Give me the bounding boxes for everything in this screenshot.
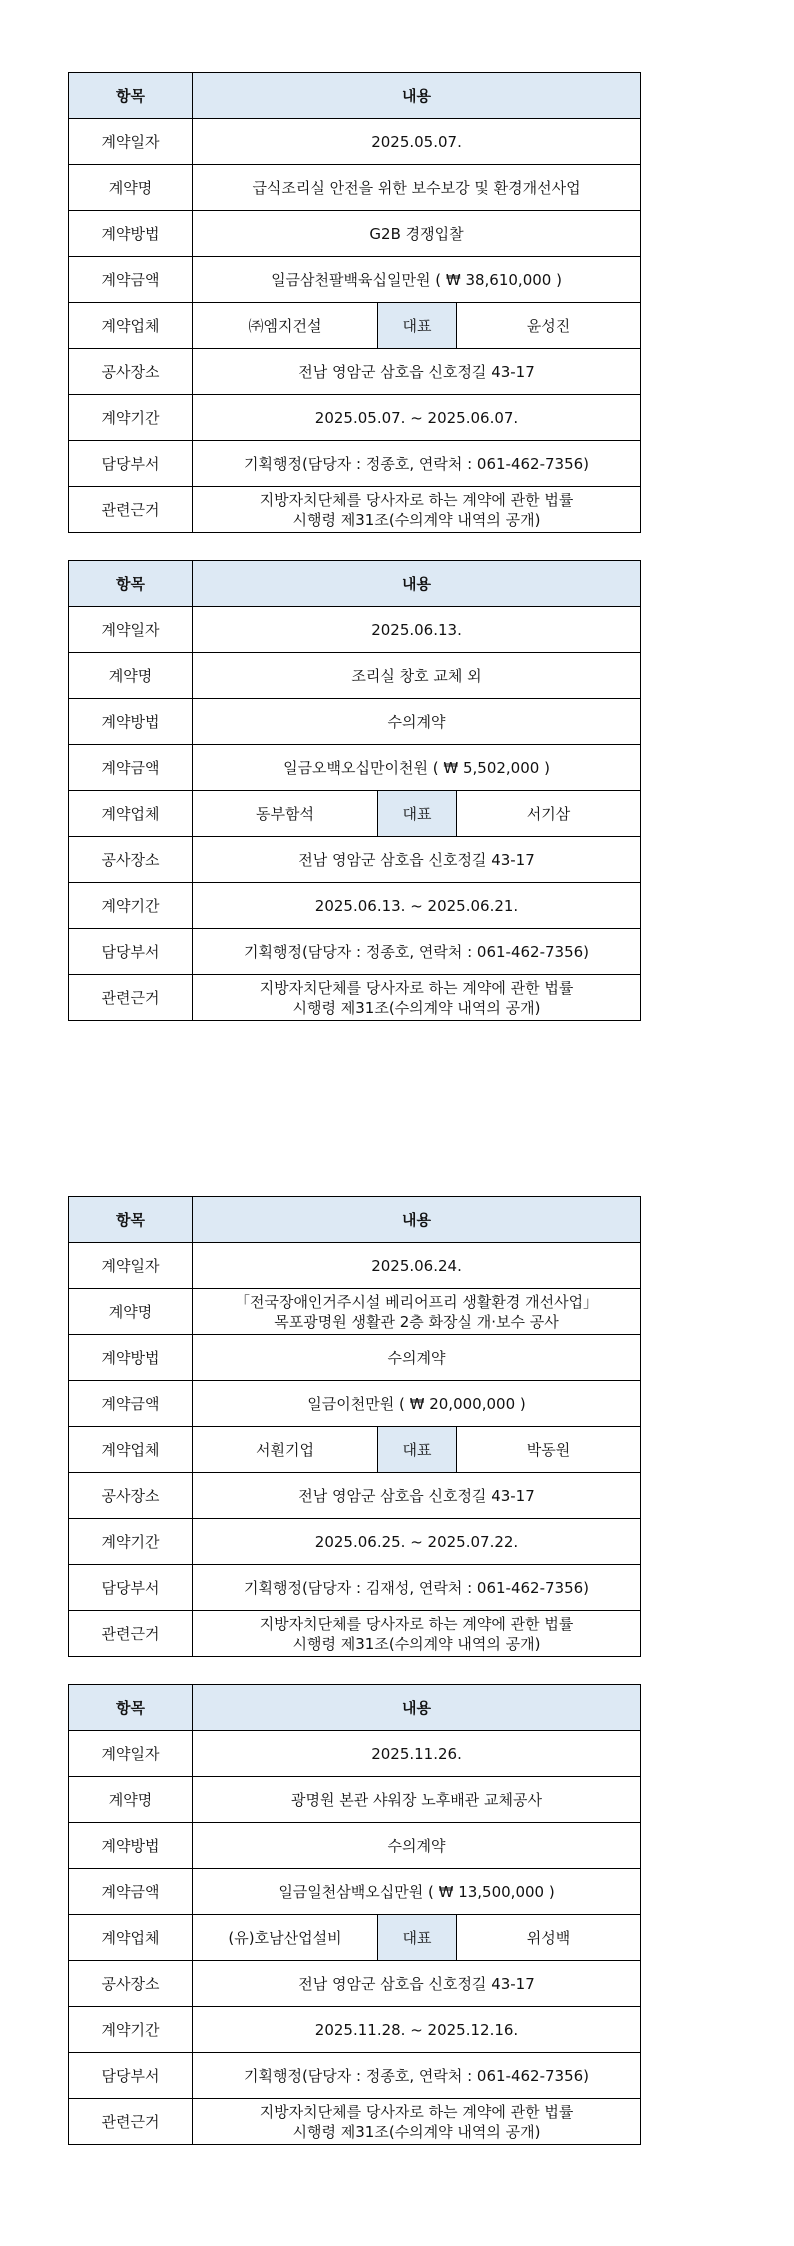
header-row bbox=[69, 1197, 641, 1243]
contract-table-4 bbox=[68, 1684, 641, 2145]
row-dept bbox=[69, 929, 641, 975]
label-period: 계약기간 bbox=[69, 395, 193, 441]
label-site: 공사장소 bbox=[69, 349, 193, 395]
label-site: 공사장소 bbox=[69, 1961, 193, 2007]
label-site: 공사장소 bbox=[69, 1473, 193, 1519]
header-row bbox=[69, 73, 641, 119]
value-amount: 일금오백오십만이천원 ( ₩ 5,502,000 ) bbox=[193, 745, 641, 791]
label-date: 계약일자 bbox=[69, 119, 193, 165]
value-date: 2025.11.26. bbox=[193, 1731, 641, 1777]
value-rep: 위성백 bbox=[457, 1915, 641, 1961]
label-rep: 대표 bbox=[378, 1427, 457, 1473]
label-name: 계약명 bbox=[69, 165, 193, 211]
value-basis bbox=[193, 1611, 641, 1657]
value-company: (유)호남산업설비 bbox=[193, 1915, 378, 1961]
label-basis: 관련근거 bbox=[69, 2099, 193, 2145]
value-method: 수의계약 bbox=[193, 1823, 641, 1869]
row-basis bbox=[69, 975, 641, 1021]
label-dept: 담당부서 bbox=[69, 2053, 193, 2099]
label-method: 계약방법 bbox=[69, 211, 193, 257]
header-content: 내용 bbox=[193, 1685, 641, 1731]
row-date bbox=[69, 607, 641, 653]
row-basis bbox=[69, 487, 641, 533]
value-rep: 윤성진 bbox=[457, 303, 641, 349]
label-dept: 담당부서 bbox=[69, 1565, 193, 1611]
value-company: 동부함석 bbox=[193, 791, 378, 837]
header-item: 항목 bbox=[69, 561, 193, 607]
row-site bbox=[69, 349, 641, 395]
label-company: 계약업체 bbox=[69, 1915, 193, 1961]
value-name bbox=[193, 1777, 641, 1823]
row-date bbox=[69, 1243, 641, 1289]
row-amount bbox=[69, 1381, 641, 1427]
label-company: 계약업체 bbox=[69, 1427, 193, 1473]
text-line: 광명원 본관 샤워장 노후배관 교체공사 bbox=[291, 1790, 542, 1809]
label-name: 계약명 bbox=[69, 1777, 193, 1823]
header-item: 항목 bbox=[69, 1685, 193, 1731]
value-dept: 기획행정(담당자 : 김재성, 연락처 : 061-462-7356) bbox=[193, 1565, 641, 1611]
label-name: 계약명 bbox=[69, 653, 193, 699]
value-period: 2025.05.07. ~ 2025.06.07. bbox=[193, 395, 641, 441]
text-line: 지방자치단체를 당사자로 하는 계약에 관한 법률 bbox=[259, 1614, 574, 1633]
text-line: 시행령 제31조(수의계약 내역의 공개) bbox=[292, 1634, 541, 1653]
text-line: 조리실 창호 교체 외 bbox=[351, 666, 482, 685]
row-period bbox=[69, 2007, 641, 2053]
header-item: 항목 bbox=[69, 1197, 193, 1243]
row-date bbox=[69, 119, 641, 165]
label-period: 계약기간 bbox=[69, 2007, 193, 2053]
text-line: 시행령 제31조(수의계약 내역의 공개) bbox=[292, 998, 541, 1017]
label-site: 공사장소 bbox=[69, 837, 193, 883]
row-site bbox=[69, 1473, 641, 1519]
label-rep: 대표 bbox=[378, 303, 457, 349]
label-basis: 관련근거 bbox=[69, 1611, 193, 1657]
value-rep: 서기삼 bbox=[457, 791, 641, 837]
row-dept bbox=[69, 441, 641, 487]
text-line: 지방자치단체를 당사자로 하는 계약에 관한 법률 bbox=[259, 490, 574, 509]
label-date: 계약일자 bbox=[69, 1731, 193, 1777]
header-row bbox=[69, 561, 641, 607]
label-basis: 관련근거 bbox=[69, 975, 193, 1021]
label-period: 계약기간 bbox=[69, 1519, 193, 1565]
value-name bbox=[193, 1289, 641, 1335]
label-company: 계약업체 bbox=[69, 303, 193, 349]
row-method bbox=[69, 1335, 641, 1381]
label-amount: 계약금액 bbox=[69, 1869, 193, 1915]
value-date: 2025.06.24. bbox=[193, 1243, 641, 1289]
label-date: 계약일자 bbox=[69, 607, 193, 653]
value-amount: 일금이천만원 ( ₩ 20,000,000 ) bbox=[193, 1381, 641, 1427]
row-name bbox=[69, 653, 641, 699]
row-name bbox=[69, 1777, 641, 1823]
value-period: 2025.06.13. ~ 2025.06.21. bbox=[193, 883, 641, 929]
label-amount: 계약금액 bbox=[69, 745, 193, 791]
row-method bbox=[69, 211, 641, 257]
text-line: 시행령 제31조(수의계약 내역의 공개) bbox=[292, 2122, 541, 2141]
row-dept bbox=[69, 2053, 641, 2099]
row-basis bbox=[69, 2099, 641, 2145]
value-method: G2B 경쟁입찰 bbox=[193, 211, 641, 257]
text-line: 급식조리실 안전을 위한 보수보강 및 환경개선사업 bbox=[252, 178, 581, 197]
label-rep: 대표 bbox=[378, 1915, 457, 1961]
header-item: 항목 bbox=[69, 73, 193, 119]
text-line: 목포광명원 생활관 2층 화장실 개·보수 공사 bbox=[274, 1312, 559, 1331]
row-company bbox=[69, 1915, 641, 1961]
row-period bbox=[69, 395, 641, 441]
contract-table-1 bbox=[68, 72, 641, 533]
value-dept: 기획행정(담당자 : 정종호, 연락처 : 061-462-7356) bbox=[193, 2053, 641, 2099]
row-company bbox=[69, 303, 641, 349]
value-basis bbox=[193, 487, 641, 533]
label-period: 계약기간 bbox=[69, 883, 193, 929]
label-dept: 담당부서 bbox=[69, 929, 193, 975]
value-basis bbox=[193, 975, 641, 1021]
label-date: 계약일자 bbox=[69, 1243, 193, 1289]
value-date: 2025.05.07. bbox=[193, 119, 641, 165]
text-line: 「전국장애인거주시설 베리어프리 생활환경 개선사업」 bbox=[234, 1292, 599, 1311]
value-method: 수의계약 bbox=[193, 699, 641, 745]
contract-table-2 bbox=[68, 560, 641, 1021]
value-name bbox=[193, 165, 641, 211]
label-basis: 관련근거 bbox=[69, 487, 193, 533]
row-company bbox=[69, 791, 641, 837]
value-method: 수의계약 bbox=[193, 1335, 641, 1381]
row-dept bbox=[69, 1565, 641, 1611]
label-method: 계약방법 bbox=[69, 1335, 193, 1381]
row-amount bbox=[69, 257, 641, 303]
row-date bbox=[69, 1731, 641, 1777]
value-company: ㈜엠지건설 bbox=[193, 303, 378, 349]
value-dept: 기획행정(담당자 : 정종호, 연락처 : 061-462-7356) bbox=[193, 929, 641, 975]
label-company: 계약업체 bbox=[69, 791, 193, 837]
value-dept: 기획행정(담당자 : 정종호, 연락처 : 061-462-7356) bbox=[193, 441, 641, 487]
value-site: 전남 영암군 삼호읍 신호정길 43-17 bbox=[193, 349, 641, 395]
row-name bbox=[69, 165, 641, 211]
value-amount: 일금일천삼백오십만원 ( ₩ 13,500,000 ) bbox=[193, 1869, 641, 1915]
row-period bbox=[69, 883, 641, 929]
header-row bbox=[69, 1685, 641, 1731]
value-amount: 일금삼천팔백육십일만원 ( ₩ 38,610,000 ) bbox=[193, 257, 641, 303]
value-site: 전남 영암군 삼호읍 신호정길 43-17 bbox=[193, 837, 641, 883]
row-name bbox=[69, 1289, 641, 1335]
label-method: 계약방법 bbox=[69, 1823, 193, 1869]
row-site bbox=[69, 837, 641, 883]
value-basis bbox=[193, 2099, 641, 2145]
label-amount: 계약금액 bbox=[69, 257, 193, 303]
row-amount bbox=[69, 745, 641, 791]
row-period bbox=[69, 1519, 641, 1565]
header-content: 내용 bbox=[193, 561, 641, 607]
value-date: 2025.06.13. bbox=[193, 607, 641, 653]
value-site: 전남 영암군 삼호읍 신호정길 43-17 bbox=[193, 1961, 641, 2007]
value-company: 서훤기업 bbox=[193, 1427, 378, 1473]
value-site: 전남 영암군 삼호읍 신호정길 43-17 bbox=[193, 1473, 641, 1519]
value-name bbox=[193, 653, 641, 699]
text-line: 시행령 제31조(수의계약 내역의 공개) bbox=[292, 510, 541, 529]
label-method: 계약방법 bbox=[69, 699, 193, 745]
label-dept: 담당부서 bbox=[69, 441, 193, 487]
value-period: 2025.11.28. ~ 2025.12.16. bbox=[193, 2007, 641, 2053]
row-basis bbox=[69, 1611, 641, 1657]
contract-table-3 bbox=[68, 1196, 641, 1657]
text-line: 지방자치단체를 당사자로 하는 계약에 관한 법률 bbox=[259, 978, 574, 997]
value-rep: 박동원 bbox=[457, 1427, 641, 1473]
row-amount bbox=[69, 1869, 641, 1915]
header-content: 내용 bbox=[193, 1197, 641, 1243]
value-period: 2025.06.25. ~ 2025.07.22. bbox=[193, 1519, 641, 1565]
label-rep: 대표 bbox=[378, 791, 457, 837]
header-content: 내용 bbox=[193, 73, 641, 119]
row-method bbox=[69, 1823, 641, 1869]
label-amount: 계약금액 bbox=[69, 1381, 193, 1427]
text-line: 지방자치단체를 당사자로 하는 계약에 관한 법률 bbox=[259, 2102, 574, 2121]
row-company bbox=[69, 1427, 641, 1473]
row-site bbox=[69, 1961, 641, 2007]
label-name: 계약명 bbox=[69, 1289, 193, 1335]
row-method bbox=[69, 699, 641, 745]
